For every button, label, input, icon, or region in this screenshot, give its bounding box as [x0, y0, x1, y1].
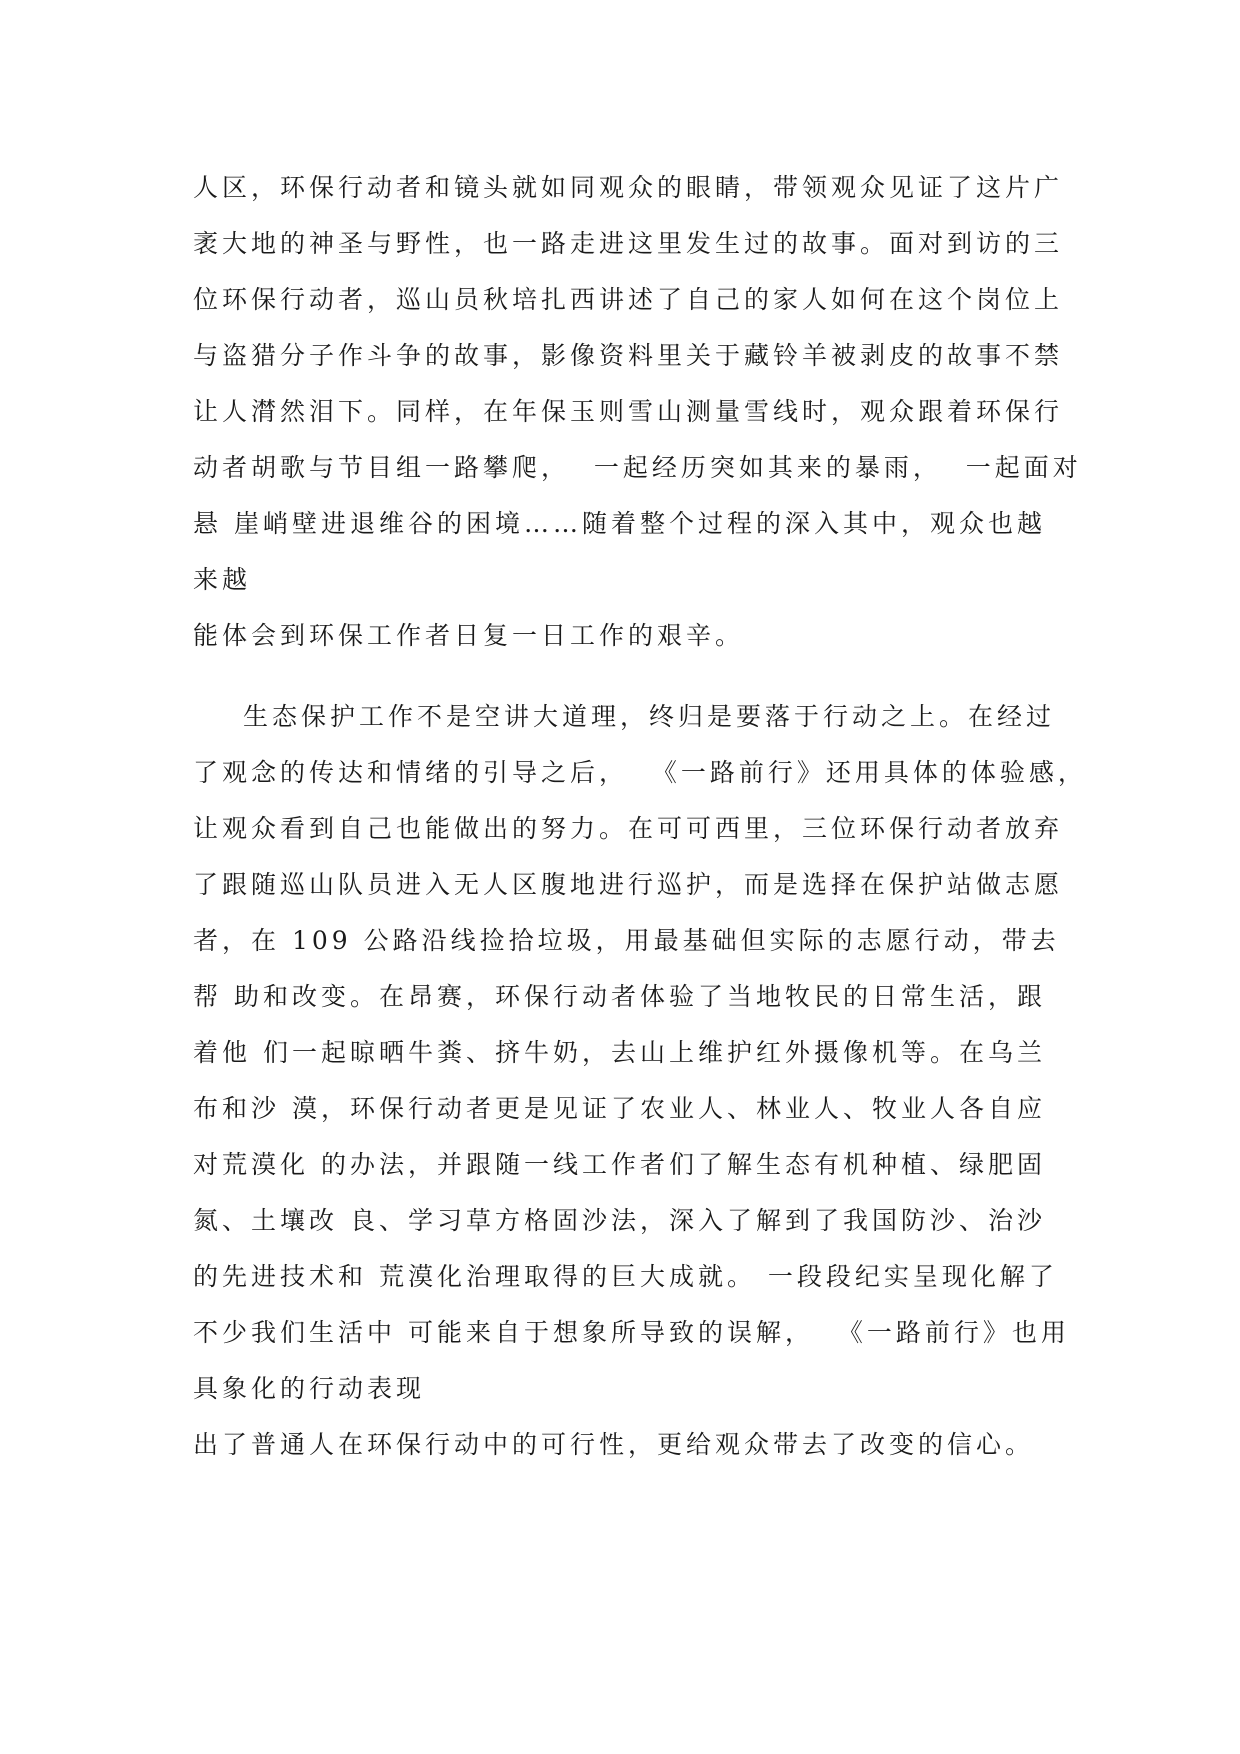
paragraph-line: 者，在 109 公路沿线捡拾垃圾，用最基础但实际的志愿行动，带去 [193, 926, 1060, 955]
paragraph-line: 让人潸然泪下。同样，在年保玉则雪山测量雪线时，观众跟着环保行 [193, 397, 1064, 426]
paragraph-line: 不少我们生活中 可能来自于想象所导致的误解， 《一路前行》也用 [193, 1318, 1070, 1347]
paragraph-line: 生态保护工作不是空讲大道理，终归是要落于行动之上。在经过 [243, 702, 1056, 731]
paragraph-line: 了观念的传达和情绪的引导之后， 《一路前行》还用具体的体验感， [193, 758, 1087, 787]
paragraph-line: 人区，环保行动者和镜头就如同观众的眼睛，带领观众见证了这片广 [193, 173, 1064, 202]
paragraph-line: 来越 [193, 565, 252, 594]
paragraph-line: 袤大地的神圣与野性，也一路走进这里发生过的故事。面对到访的三 [193, 229, 1064, 258]
paragraph-line: 与盗猎分子作斗争的故事，影像资料里关于藏铃羊被剥皮的故事不禁 [193, 341, 1064, 370]
paragraph-line: 出了普通人在环保行动中的可行性，更给观众带去了改变的信心。 [193, 1430, 1035, 1459]
paragraph-line: 着他 们一起晾晒牛粪、挤牛奶，去山上维护红外摄像机等。在乌兰 [193, 1038, 1046, 1067]
paragraph-line: 动者胡歌与节目组一路攀爬， 一起经历突如其来的暴雨， 一起面对 [193, 453, 1082, 482]
paragraph-1 [193, 160, 1082, 664]
paragraph-line: 帮 助和改变。在昂赛，环保行动者体验了当地牧民的日常生活，跟 [193, 982, 1046, 1011]
paragraph-line: 让观众看到自己也能做出的努力。在可可西里，三位环保行动者放弃 [193, 814, 1064, 843]
paragraph-line: 悬 崖峭壁进退维谷的困境……随着整个过程的深入其中，观众也越 [193, 509, 1046, 538]
paragraph-line: 的先进技术和 荒漠化治理取得的巨大成就。 一段段纪实呈现化解了 [193, 1262, 1058, 1291]
paragraph-line: 布和沙 漠，环保行动者更是见证了农业人、林业人、牧业人各自应 [193, 1094, 1046, 1123]
paragraph-line: 具象化的行动表现 [193, 1374, 426, 1403]
paragraph-line: 对荒漠化 的办法，并跟随一线工作者们了解生态有机种植、绿肥固 [193, 1150, 1046, 1179]
paragraph-line: 氮、土壤改 良、学习草方格固沙法，深入了解到了我国防沙、治沙 [193, 1206, 1046, 1235]
paragraph-line: 能体会到环保工作者日复一日工作的艰辛。 [193, 621, 745, 650]
paragraph-line: 位环保行动者，巡山员秋培扎西讲述了自己的家人如何在这个岗位上 [193, 285, 1064, 314]
paragraph-2 [193, 689, 1087, 1473]
paragraph-line: 了跟随巡山队员进入无人区腹地进行巡护，而是选择在保护站做志愿 [193, 870, 1064, 899]
